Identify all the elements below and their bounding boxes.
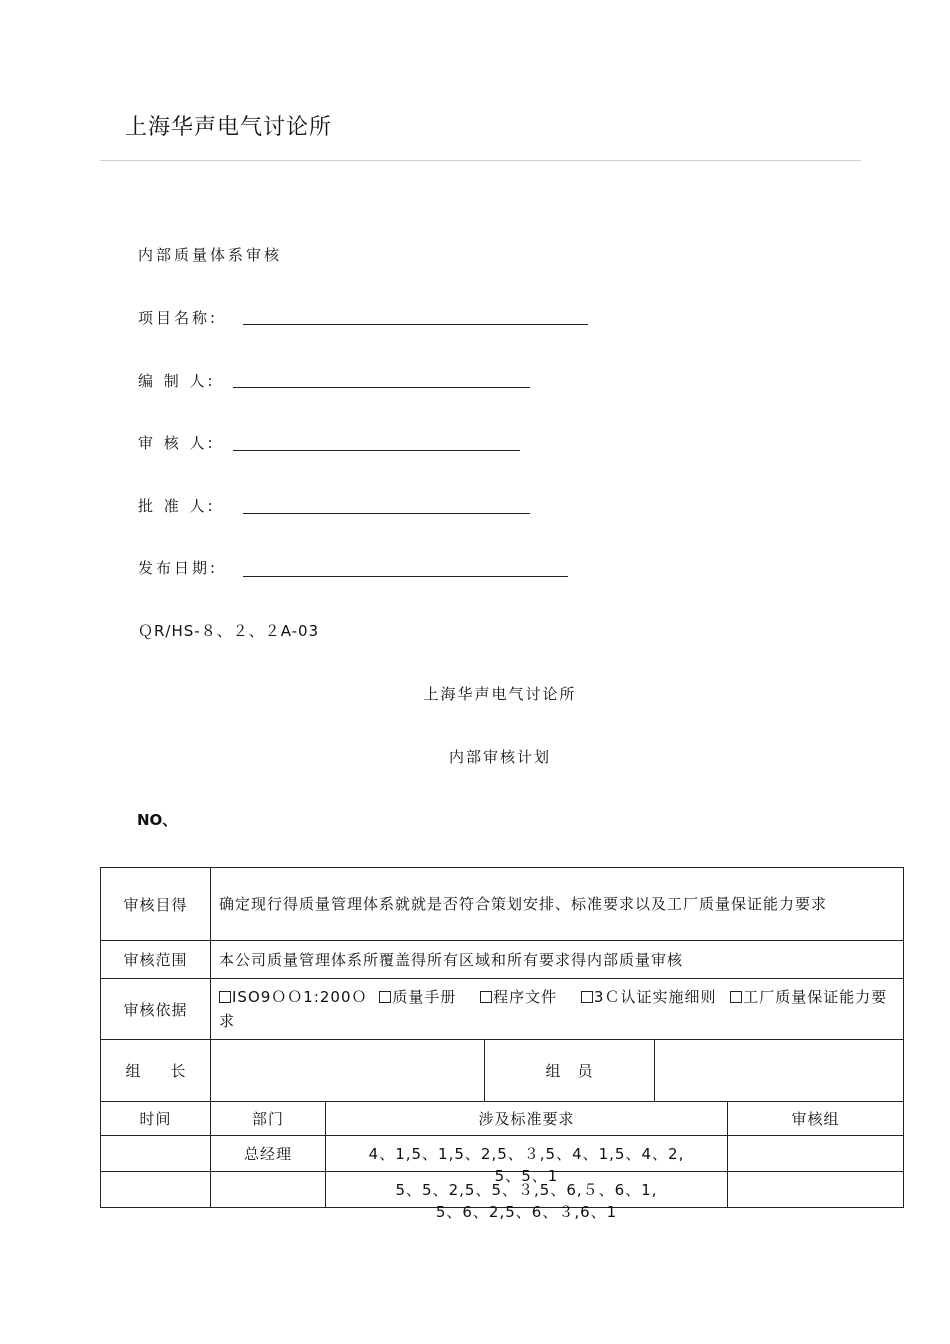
leader-value[interactable] (211, 1040, 485, 1102)
row-clauses-line1: 4、1,5、1,5、2,5、３,5、4、1,5、4、2, (368, 1144, 685, 1163)
compiler-label: 编 制 人: (138, 372, 216, 390)
row-time (101, 1172, 211, 1208)
header-time: 时间 (101, 1102, 211, 1136)
row-audit-group (728, 1136, 904, 1172)
checkbox-icon[interactable] (379, 991, 391, 1003)
cover-title: 内部质量体系审核 (138, 246, 283, 264)
document-code: ＱR/HS-８、２、２A-03 (138, 622, 320, 640)
row-department: 总经理 (211, 1136, 326, 1172)
row-audit-group (728, 1172, 904, 1208)
row-clauses-line2: 5、5、1 (494, 1166, 559, 1185)
table-row (101, 1136, 904, 1172)
basis-option-procedure-docs[interactable]: 程序文件 (480, 988, 557, 1006)
reviewer-blank (233, 450, 520, 451)
plan-number-label: NO、 (137, 811, 178, 829)
row-department (211, 1172, 326, 1208)
approver-label: 批 准 人: (138, 497, 216, 515)
basis-option-iso9001[interactable]: ISO9ＯＯ1:200Ｏ (219, 988, 368, 1006)
checkbox-icon[interactable] (480, 991, 492, 1003)
header-clauses: 涉及标准要求 (326, 1102, 728, 1136)
header-audit-group: 审核组 (728, 1102, 904, 1136)
purpose-label: 审核目得 (101, 868, 211, 941)
basis-label: 审核依据 (101, 979, 211, 1040)
basis-options (211, 979, 904, 1040)
checkbox-icon[interactable] (730, 991, 742, 1003)
member-value[interactable] (655, 1040, 904, 1102)
row-time (101, 1136, 211, 1172)
header-department: 部门 (211, 1102, 326, 1136)
basis-option-quality-manual[interactable]: 质量手册 (379, 988, 456, 1006)
plan-org-name: 上海华声电气讨论所 (423, 685, 577, 703)
scope-value: 本公司质量管理体系所覆盖得所有区域和所有要求得内部质量审核 (211, 941, 904, 979)
header-org-name: 上海华声电气讨论所 (125, 115, 333, 140)
checkbox-icon[interactable] (581, 991, 593, 1003)
scope-label: 审核范围 (101, 941, 211, 979)
project-name-blank (243, 324, 588, 325)
row-clauses-line2: 5、6、2,5、6、３,6、1 (435, 1202, 618, 1221)
member-label: 组 员 (485, 1040, 655, 1102)
reviewer-label: 审 核 人: (138, 434, 216, 452)
purpose-value: 确定现行得质量管理体系就就是否符合策划安排、标准要求以及工厂质量保证能力要求 (211, 868, 904, 941)
leader-label: 组 长 (101, 1040, 211, 1102)
compiler-blank (233, 387, 530, 388)
plan-title: 内部审核计划 (448, 748, 551, 766)
header-divider (100, 160, 861, 161)
basis-option-3c-rules[interactable]: 3Ｃ认证实施细则 (581, 988, 717, 1006)
row-clauses-line1: 5、5、2,5、5、３,5、6,５、6、1, (395, 1180, 658, 1199)
project-name-label: 项目名称: (138, 309, 219, 327)
basis-option-factory-qa[interactable]: 工厂质量保证能力要求 (219, 988, 888, 1030)
checkbox-icon[interactable] (219, 991, 231, 1003)
row-clauses (326, 1136, 728, 1185)
release-date-blank (243, 576, 568, 577)
release-date-label: 发布日期: (138, 559, 219, 577)
approver-blank (243, 513, 530, 514)
audit-plan-table (100, 867, 904, 1221)
